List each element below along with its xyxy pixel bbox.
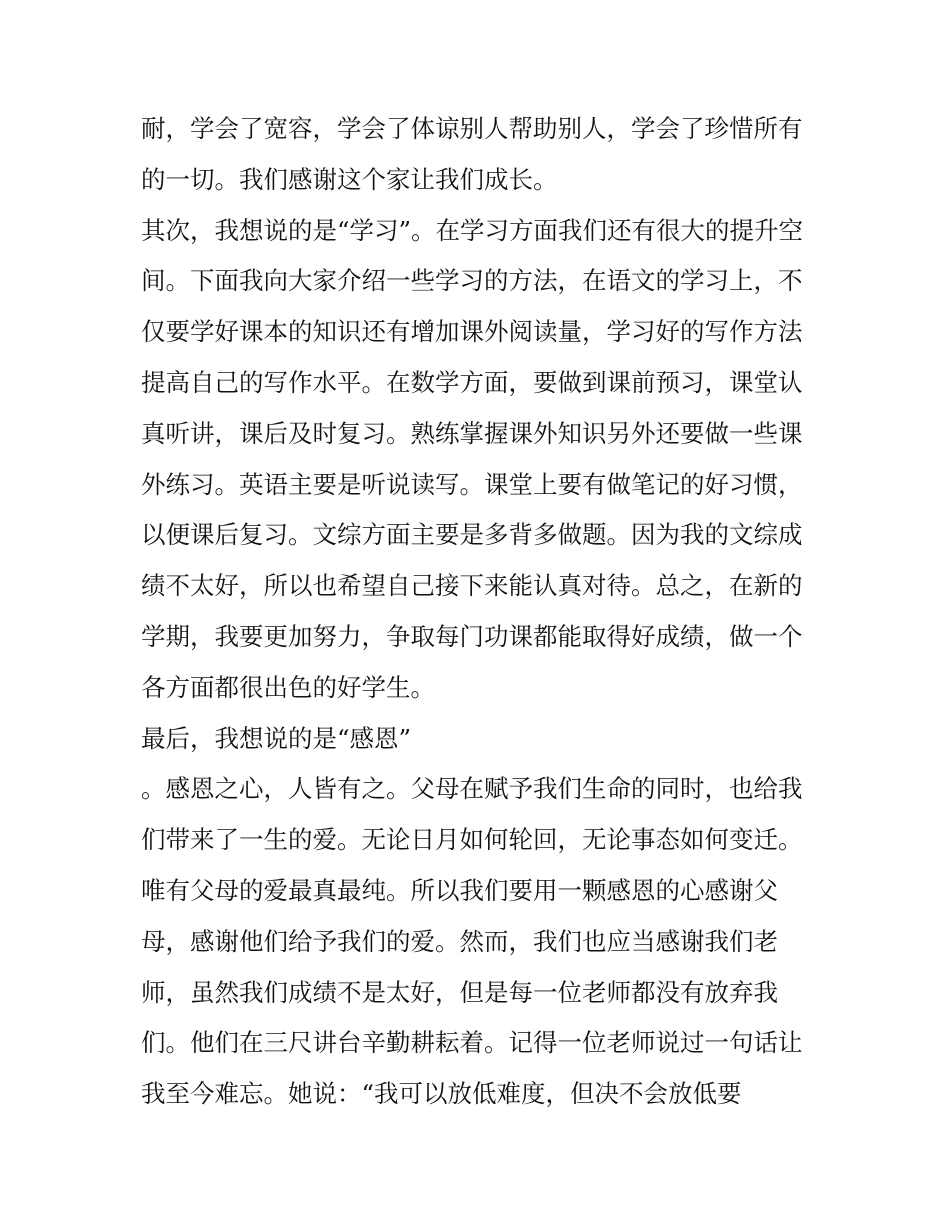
text-line: 其次，我想说的是“学习”。在学习方面我们还有很大的提升空 (141, 215, 804, 245)
text-line: 母，感谢他们给予我们的爱。然而，我们也应当感谢我们老 (141, 926, 778, 956)
text-line: 以便课后复习。文综方面主要是多背多做题。因为我的文综成 (141, 520, 803, 550)
text-line: 各方面都很出色的好学生。 (141, 672, 435, 702)
text-line: 。感恩之心，人皆有之。父母在赋予我们生命的同时，也给我 (141, 774, 803, 804)
text-line: 我至今难忘。她说：“我可以放低难度，但决不会放低要 (141, 1079, 742, 1109)
text-line: 的一切。我们感谢这个家让我们成长。 (141, 164, 558, 194)
text-line: 最后，我想说的是“感恩” (141, 723, 412, 753)
text-line: 提高自己的写作水平。在数学方面，要做到课前预习，课堂认 (141, 367, 803, 397)
text-line: 仅要学好课本的知识还有增加课外阅读量，学习好的写作方法 (141, 317, 803, 347)
text-line: 真听讲，课后及时复习。熟练掌握课外知识另外还要做一些课 (141, 418, 803, 448)
body-text (141, 104, 821, 1120)
text-line: 学期，我要更加努力，争取每门功课都能取得好成绩，做一个 (141, 621, 803, 651)
text-line: 间。下面我向大家介绍一些学习的方法，在语文的学习上，不 (141, 266, 803, 296)
text-line: 耐，学会了宽容，学会了体谅别人帮助别人，学会了珍惜所有 (141, 114, 803, 143)
text-line: 们带来了一生的爱。无论日月如何轮回，无论事态如何变迁。 (141, 825, 803, 855)
text-line: 外练习。英语主要是听说读写。课堂上要有做笔记的好习惯， (141, 469, 803, 499)
text-line: 绩不太好，所以也希望自己接下来能认真对待。总之，在新的 (141, 571, 803, 601)
text-line: 唯有父母的爱最真最纯。所以我们要用一颗感恩的心感谢父 (141, 875, 778, 905)
text-line: 们。他们在三尺讲台辛勤耕耘着。记得一位老师说过一句话让 (141, 1028, 803, 1058)
text-line: 师，虽然我们成绩不是太好，但是每一位老师都没有放弃我 (141, 977, 778, 1007)
